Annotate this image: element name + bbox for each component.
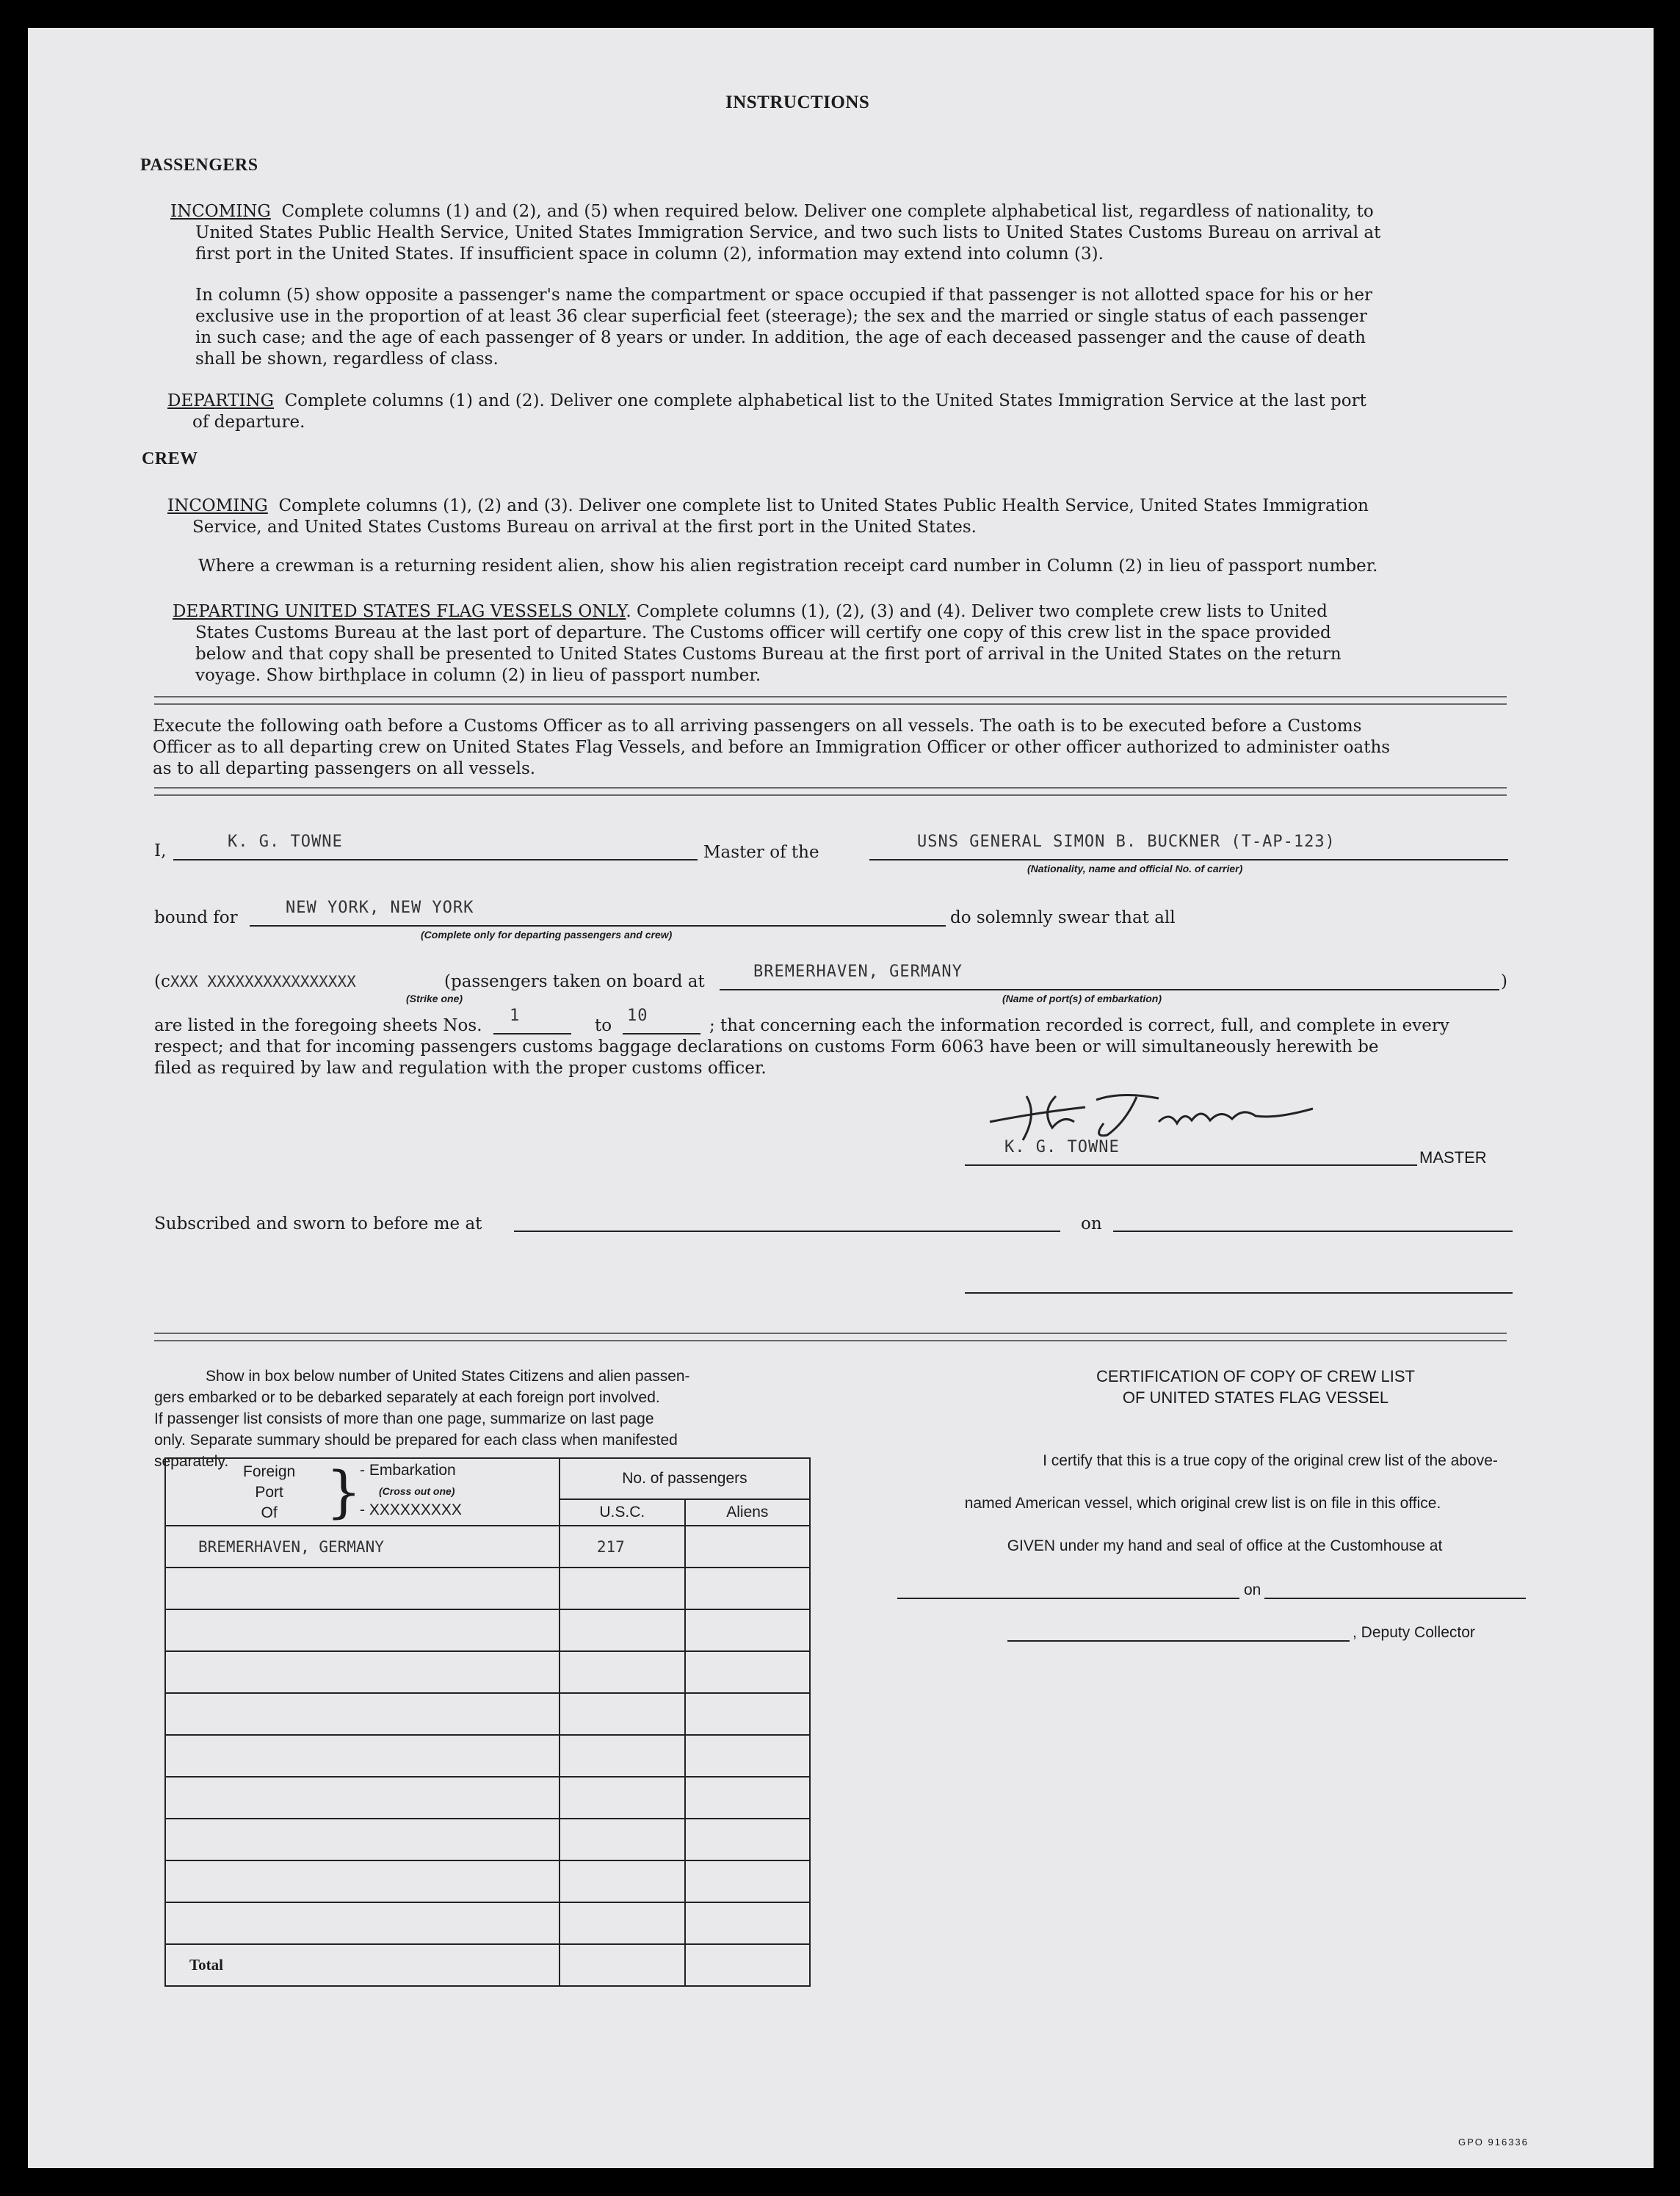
total-aliens-cell[interactable] bbox=[685, 1944, 810, 1986]
section-divider-3 bbox=[154, 1333, 1507, 1341]
certification-line-2: named American vessel, which original crew list is on file in this office. bbox=[964, 1495, 1441, 1512]
subscribed-place-line[interactable] bbox=[514, 1231, 1060, 1232]
usc-cell[interactable] bbox=[560, 1609, 685, 1651]
certification-title-2: OF UNITED STATES FLAG VESSEL bbox=[1122, 1388, 1389, 1407]
port-cell[interactable] bbox=[165, 1860, 560, 1902]
certification-title bbox=[962, 1366, 1549, 1408]
usc-cell[interactable] bbox=[560, 1651, 685, 1693]
crew-departing-text-1: . Complete columns (1), (2), (3) and (4). Deliver two complete crew lists to United bbox=[626, 602, 1328, 621]
passengers-incoming-label: INCOMING bbox=[170, 202, 271, 221]
strike-caption: (Strike one) bbox=[406, 993, 463, 1004]
destination-caption: (Complete only for departing passengers and crew) bbox=[421, 929, 673, 941]
master-of-label: Master of the bbox=[703, 843, 819, 862]
crew-departing-text-3: below and that copy shall be presented to United States Customs Bureau at the first port of arrival in the United States on the return bbox=[195, 645, 1342, 664]
table-row bbox=[165, 1735, 810, 1777]
usc-cell[interactable] bbox=[560, 1819, 685, 1860]
passenger-summary-table bbox=[164, 1457, 811, 1987]
master-name-line bbox=[173, 859, 698, 860]
table-header-row bbox=[165, 1458, 810, 1499]
table-row bbox=[165, 1860, 810, 1902]
certification-line-3: GIVEN under my hand and seal of office at the Customhouse at bbox=[1007, 1537, 1443, 1554]
aliens-cell[interactable] bbox=[685, 1819, 810, 1860]
sheet-from-line bbox=[493, 1033, 571, 1034]
subscribed-on-label: on bbox=[1081, 1214, 1102, 1233]
aliens-cell[interactable] bbox=[685, 1860, 810, 1902]
passengers-incoming-line-1 bbox=[170, 201, 1374, 222]
certification-title-1: CERTIFICATION OF COPY OF CREW LIST bbox=[1096, 1367, 1415, 1385]
port-cell[interactable] bbox=[165, 1777, 560, 1819]
vessel-line bbox=[869, 859, 1508, 860]
passengers-departing-text-2: of departure. bbox=[192, 413, 305, 432]
gpo-print-code: GPO 916336 bbox=[1458, 2137, 1529, 2148]
no-passengers-header: No. of passengers bbox=[560, 1458, 810, 1499]
embark-port-value: BREMERHAVEN, GERMANY bbox=[753, 963, 963, 981]
strike-line bbox=[154, 971, 356, 993]
usc-cell[interactable] bbox=[560, 1902, 685, 1944]
crew-heading: CREW bbox=[142, 449, 198, 468]
summary-instructions-1: Show in box below number of United States Citizens and alien passen- bbox=[206, 1368, 690, 1385]
table-row bbox=[165, 1693, 810, 1735]
usc-cell[interactable] bbox=[560, 1693, 685, 1735]
brace-icon: } bbox=[326, 1459, 362, 1524]
passengers-departing-text-1: Complete columns (1) and (2). Deliver one complete alphabetical list to the United States Immigration Service at the last port bbox=[284, 391, 1366, 410]
sheets-label: are listed in the foregoing sheets Nos. bbox=[154, 1016, 482, 1035]
port-header-cell bbox=[165, 1458, 560, 1526]
total-row bbox=[165, 1944, 810, 1986]
crew-incoming-text-1: Complete columns (1), (2) and (3). Deliver one complete list to United States Public Health Service, United States Immigration bbox=[278, 496, 1369, 515]
oath-line-2: respect; and that for incoming passengers customs baggage declarations on customs Form 6063 have been or will simultaneously herewith be bbox=[154, 1037, 1379, 1057]
summary-instructions-3: If passenger list consists of more than one page, summarize on last page bbox=[154, 1410, 654, 1427]
instructions-title: INSTRUCTIONS bbox=[725, 93, 870, 112]
crew-incoming-text-2: Service, and United States Customs Bureau on arrival at the first port in the United States. bbox=[192, 518, 977, 537]
usc-header: U.S.C. bbox=[560, 1499, 685, 1526]
table-row bbox=[165, 1819, 810, 1860]
subscribed-date-line[interactable] bbox=[1113, 1231, 1513, 1232]
aliens-cell[interactable] bbox=[685, 1777, 810, 1819]
deputy-collector-label: , Deputy Collector bbox=[1353, 1624, 1475, 1641]
port-cell[interactable]: BREMERHAVEN, GERMANY bbox=[165, 1526, 560, 1568]
oath-intro-1: Execute the following oath before a Customs Officer as to all arriving passengers on all vessels. The oath is to be executed before a Customs bbox=[153, 717, 1362, 736]
crew-departing-text-2: States Customs Bureau at the last port of departure. The Customs officer will certify one copy of this crew list in the space provided bbox=[195, 623, 1331, 642]
vessel-value: USNS GENERAL SIMON B. BUCKNER (T-AP-123) bbox=[917, 833, 1336, 851]
summary-instructions-4: only. Separate summary should be prepared for each class when manifested bbox=[154, 1432, 678, 1449]
master-label: MASTER bbox=[1419, 1148, 1487, 1167]
signature-typed-name: K. G. TOWNE bbox=[1004, 1138, 1120, 1156]
oath-close-paren: ) bbox=[1501, 972, 1507, 991]
aliens-cell[interactable] bbox=[685, 1693, 810, 1735]
column5-text-3: in such case; and the age of each passenger of 8 years or under. In addition, the age of each deceased passenger and the cause of death bbox=[195, 328, 1366, 347]
sheet-to-label: to bbox=[595, 1016, 612, 1035]
aliens-cell[interactable] bbox=[685, 1526, 810, 1568]
usc-cell[interactable] bbox=[560, 1860, 685, 1902]
usc-cell[interactable] bbox=[560, 1777, 685, 1819]
master-name-value: K. G. TOWNE bbox=[228, 833, 343, 851]
passengers-departing-line-1 bbox=[167, 391, 1366, 412]
table-row bbox=[165, 1609, 810, 1651]
passengers-incoming-text-1: Complete columns (1) and (2), and (5) when required below. Deliver one complete alphabetical list, regardless of nationality, to bbox=[281, 202, 1374, 221]
aliens-cell[interactable] bbox=[685, 1609, 810, 1651]
form-page bbox=[28, 28, 1654, 2168]
certification-line-1: I certify that this is a true copy of the original crew list of the above- bbox=[1043, 1452, 1498, 1469]
section-divider-2 bbox=[154, 787, 1507, 796]
usc-cell[interactable] bbox=[560, 1735, 685, 1777]
embark-port-caption: (Name of port(s) of embarkation) bbox=[1002, 993, 1162, 1004]
passengers-taken-label: (passengers taken on board at bbox=[444, 972, 705, 991]
crew-incoming-line-1 bbox=[167, 496, 1369, 517]
aliens-cell[interactable] bbox=[685, 1902, 810, 1944]
usc-cell[interactable] bbox=[560, 1568, 685, 1609]
column5-text-4: shall be shown, regardless of class. bbox=[195, 349, 499, 369]
certification-date-line[interactable] bbox=[1264, 1598, 1526, 1599]
port-cell[interactable] bbox=[165, 1651, 560, 1693]
foreign-port-of-label bbox=[243, 1462, 295, 1523]
port-cell[interactable] bbox=[165, 1902, 560, 1944]
passengers-incoming-text-3: first port in the United States. If insufficient space in column (2), information may extend into column (3). bbox=[195, 244, 1104, 264]
crew-departing-line-1 bbox=[173, 601, 1328, 623]
port-cell[interactable] bbox=[165, 1609, 560, 1651]
passengers-heading: PASSENGERS bbox=[140, 156, 258, 175]
usc-cell[interactable]: 217 bbox=[560, 1526, 685, 1568]
table-row bbox=[165, 1651, 810, 1693]
table-row bbox=[165, 1526, 810, 1568]
oath-intro-3: as to all departing passengers on all vessels. bbox=[153, 759, 536, 778]
aliens-header: Aliens bbox=[685, 1499, 810, 1526]
embarkation-label: - Embarkation bbox=[360, 1462, 456, 1479]
summary-instructions-2: gers embarked or to be debarked separately at each foreign port involved. bbox=[154, 1389, 660, 1406]
passengers-departing-label: DEPARTING bbox=[167, 391, 275, 410]
officer-signature-line[interactable] bbox=[965, 1292, 1513, 1294]
table-row bbox=[165, 1902, 810, 1944]
deputy-collector-line[interactable] bbox=[1007, 1640, 1350, 1642]
passengers-incoming-text-2: United States Public Health Service, United States Immigration Service, and two such lists to United States Customs Bureau on arrival at bbox=[195, 223, 1381, 242]
summary-instructions-5: separately. bbox=[154, 1453, 229, 1470]
debarkation-struck-label: - XXXXXXXXX bbox=[360, 1501, 462, 1518]
vessel-caption: (Nationality, name and official No. of carrier) bbox=[1027, 863, 1243, 874]
sheets-tail: ; that concerning each the information recorded is correct, full, and complete in every bbox=[709, 1016, 1449, 1035]
destination-line bbox=[250, 925, 946, 927]
of-label: Of bbox=[261, 1504, 278, 1521]
total-usc-cell[interactable] bbox=[560, 1944, 685, 1986]
subscribed-label: Subscribed and sworn to before me at bbox=[154, 1214, 482, 1233]
port-cell[interactable] bbox=[165, 1568, 560, 1609]
table-row bbox=[165, 1568, 810, 1609]
struck-crew-text: XXX XXXXXXXXXXXXXXXX bbox=[170, 973, 356, 990]
port-label: Port bbox=[255, 1484, 283, 1501]
signature-line bbox=[965, 1164, 1417, 1166]
aliens-cell[interactable] bbox=[685, 1651, 810, 1693]
aliens-cell[interactable] bbox=[685, 1735, 810, 1777]
crew-departing-label: DEPARTING UNITED STATES FLAG VESSELS ONLY bbox=[173, 602, 626, 621]
crew-incoming-label: INCOMING bbox=[167, 496, 268, 515]
certification-on-label: on bbox=[1244, 1581, 1261, 1598]
customhouse-line[interactable] bbox=[897, 1598, 1239, 1599]
bound-for-label: bound for bbox=[154, 908, 238, 927]
summary-instructions bbox=[154, 1366, 859, 1472]
embark-port-line bbox=[720, 989, 1499, 990]
sheet-to-value: 10 bbox=[627, 1007, 648, 1025]
oath-intro-2: Officer as to all departing crew on United States Flag Vessels, and before an Immigration Officer or other officer authorized to administer oaths bbox=[153, 738, 1391, 757]
sheet-to-line bbox=[623, 1033, 700, 1034]
crew-alien-text: Where a crewman is a returning resident alien, show his alien registration receipt card number in Column (2) in lieu of passport number. bbox=[198, 557, 1378, 576]
oath-i-label: I, bbox=[154, 841, 167, 860]
port-cell[interactable] bbox=[165, 1819, 560, 1860]
strike-prefix: (c bbox=[154, 972, 170, 991]
sheet-from-value: 1 bbox=[510, 1007, 521, 1025]
crew-departing-text-4: voyage. Show birthplace in column (2) in lieu of passport number. bbox=[195, 666, 761, 685]
foreign-label: Foreign bbox=[243, 1463, 296, 1480]
destination-value: NEW YORK, NEW YORK bbox=[286, 899, 474, 917]
port-cell[interactable] bbox=[165, 1735, 560, 1777]
total-label: Total bbox=[165, 1944, 560, 1986]
table-row bbox=[165, 1777, 810, 1819]
column5-text-2: exclusive use in the proportion of at least 36 clear superficial feet (steerage); the sex and the married or single status of each passenger bbox=[195, 307, 1367, 326]
oath-line-3: filed as required by law and regulation with the proper customs officer. bbox=[154, 1059, 767, 1078]
swear-label: do solemnly swear that all bbox=[950, 908, 1176, 927]
aliens-cell[interactable] bbox=[685, 1568, 810, 1609]
section-divider-1 bbox=[154, 696, 1507, 705]
column5-text-1: In column (5) show opposite a passenger's name the compartment or space occupied if that passenger is not allotted space for his or her bbox=[195, 286, 1372, 305]
port-cell[interactable] bbox=[165, 1693, 560, 1735]
cross-out-caption: (Cross out one) bbox=[379, 1485, 455, 1497]
